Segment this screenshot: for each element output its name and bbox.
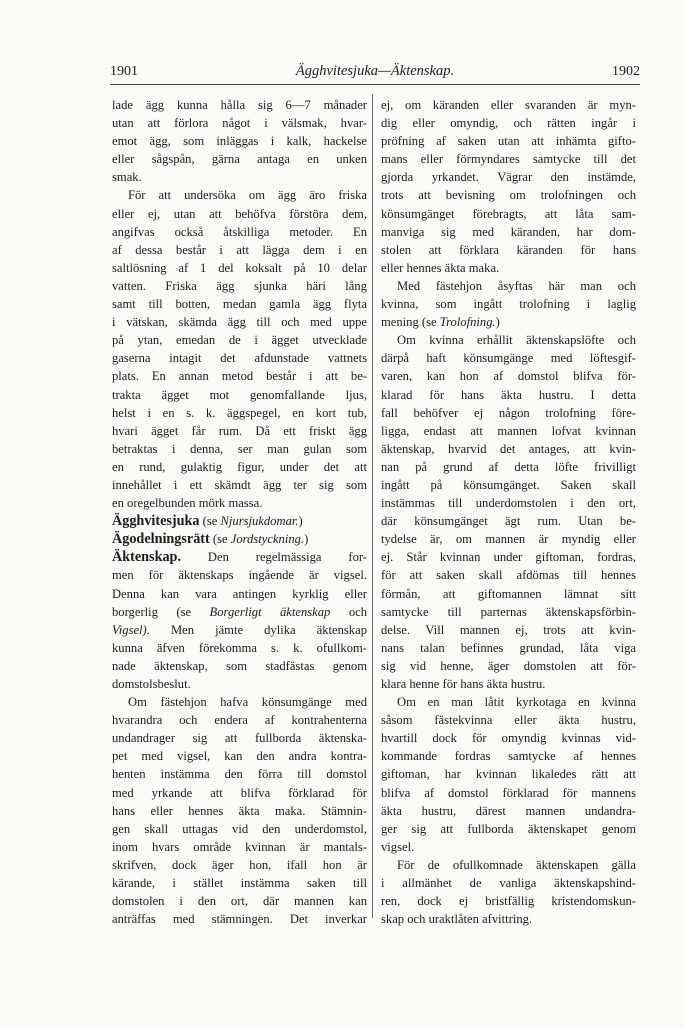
- text-line: [381, 621, 636, 639]
- text-run: Denna kan vara antingen kyrklig eller: [112, 586, 367, 601]
- text-run: ligga, endast att mannen lofvat kvinnan: [381, 423, 636, 438]
- text-run: Om en man låtit kyrkotaga en kvinna: [397, 695, 636, 710]
- text-run: samt till botten, medan gamla ägg flyta: [112, 297, 367, 312]
- text-run: Men jämte dylika äktenskap: [149, 622, 367, 637]
- text-line: [381, 711, 636, 729]
- text-line: [381, 603, 636, 621]
- text-line: [112, 494, 367, 512]
- text-run: varen, kan hon af domstol blifva för-: [381, 369, 636, 384]
- text-line: [112, 476, 367, 494]
- text-run: samtycke till parternas äktenskapsförbin-: [381, 604, 636, 619]
- text-line: [112, 205, 367, 223]
- text-line: [381, 223, 636, 241]
- text-run: emot ägg, som inläggas i kalk, hackelse: [112, 134, 367, 149]
- text-line: [112, 838, 367, 856]
- text-run: mening (se: [381, 315, 440, 330]
- text-line: [112, 729, 367, 747]
- text-run: ren, dock ej bristfällig kristendomskun-: [381, 894, 636, 909]
- text-line: [381, 838, 636, 856]
- headword: Ägghvitesjuka: [112, 513, 200, 530]
- text-run: skrifven, dock äger hon, ifall hon är: [112, 857, 367, 872]
- text-line: [112, 349, 367, 367]
- right-column: [381, 96, 636, 928]
- text-run: hvarandra och endera af kontrahenterna: [112, 713, 367, 728]
- text-run: fall behöfver ej någon trolofning före-: [381, 405, 636, 420]
- text-line: [112, 874, 367, 892]
- text-run: dig eller omyndig, och rätten ingår i: [381, 116, 636, 131]
- text-line: [112, 440, 367, 458]
- text-line: [381, 494, 636, 512]
- text-run: ingått på könsumgänget. Saken skall: [381, 477, 636, 492]
- text-line: [381, 259, 636, 277]
- text-run: instämmas till underdomstolen i den ort,: [381, 496, 636, 511]
- text-run: hvartill dock för omyndig kvinnas vid-: [381, 731, 636, 746]
- text-line: [112, 150, 367, 168]
- text-run: domstolsbeslut.: [112, 677, 191, 691]
- text-run: eller sågspån, gärna antaga en unken: [112, 152, 367, 167]
- cross-reference: Vigsel).: [112, 622, 150, 637]
- text-run: eller ej, utan att behöfva förstöra dem,: [112, 206, 367, 221]
- text-line: [112, 259, 367, 277]
- text-line: [381, 277, 636, 295]
- text-run: manviga sig med käranden, har dom-: [381, 224, 636, 239]
- text-run: i allmänhet de vanliga äktenskapshind-: [381, 876, 636, 891]
- text-run: trakta ägget mot genomfallande ljus,: [112, 387, 367, 402]
- text-run: ): [495, 315, 500, 330]
- text-run: äktenskap, hvarvid det antages, att kvin-: [381, 441, 636, 456]
- cross-reference: Njursjukdomar.: [220, 514, 299, 529]
- text-line: [112, 675, 367, 693]
- text-line: [112, 512, 367, 530]
- text-line: [112, 114, 367, 132]
- text-run: af dessa består i att lägga dem i en: [112, 242, 367, 257]
- text-run: nan på grund af detta löfte frivilligt: [381, 459, 636, 474]
- text-line: [381, 114, 636, 132]
- text-run: där könsumgänget ägt rum. Utan be-: [381, 514, 636, 529]
- text-line: [381, 186, 636, 204]
- text-line: [381, 205, 636, 223]
- text-run: sig vid henne, äger domstolen att för-: [381, 658, 636, 673]
- text-line: [112, 765, 367, 783]
- headword: Ägodelningsrätt: [112, 531, 210, 548]
- text-line: [112, 168, 367, 186]
- text-run: För att undersöka om ägg äro friska: [128, 188, 367, 203]
- text-line: [112, 132, 367, 150]
- text-run: (se: [209, 532, 231, 547]
- text-run: delse. Vill mannen ej, trots att kvin-: [381, 622, 636, 637]
- page-number-right: 1902: [612, 64, 640, 79]
- text-line: [381, 657, 636, 675]
- text-line: [112, 422, 367, 440]
- text-line: [112, 621, 367, 639]
- text-line: [112, 585, 367, 603]
- text-run: könsumgänget förebragts, att låta sam-: [381, 206, 636, 221]
- text-line: [381, 422, 636, 440]
- text-line: [112, 96, 367, 114]
- text-line: [381, 132, 636, 150]
- text-run: därpå haft könsumgänge med löftesgif-: [381, 351, 636, 366]
- text-run: nade äktenskap, som stadfästas genom: [112, 658, 367, 673]
- text-line: [381, 458, 636, 476]
- column-divider: [372, 94, 373, 918]
- text-run: Den regelmässiga for-: [181, 550, 367, 565]
- text-line: [381, 892, 636, 910]
- text-line: [381, 168, 636, 186]
- text-run: ger sig att fullborda äktenskapet genom: [381, 821, 636, 836]
- text-run: gen skall uttagas vid den underdomstol,: [112, 821, 367, 836]
- text-line: [381, 765, 636, 783]
- text-line: [112, 747, 367, 765]
- text-run: men för äktenskaps ingående är vigsel.: [112, 568, 367, 583]
- text-line: [112, 820, 367, 838]
- text-line: [381, 349, 636, 367]
- text-run: kvinna, som ingått trolofning i laglig: [381, 297, 636, 312]
- text-run: undandrager sig att fullborda äktenska-: [112, 731, 367, 746]
- text-run: i vätskan, skämda ägg till och med uppe: [112, 315, 367, 330]
- text-line: [112, 404, 367, 422]
- text-run: vigsel.: [381, 839, 415, 854]
- text-run: hvari ägget får rum. Då ett friskt ägg: [112, 423, 367, 438]
- text-line: [112, 784, 367, 802]
- text-line: [381, 729, 636, 747]
- text-run: hans eller hennes äkta maka. Stämnin-: [112, 803, 367, 818]
- text-run: vatten. Friska ägg sjunka häri lång: [112, 278, 367, 293]
- text-line: [381, 784, 636, 802]
- text-line: [381, 856, 636, 874]
- text-line: [112, 802, 367, 820]
- text-run: kunna äfven förekomma s. k. ofullkom-: [112, 640, 367, 655]
- text-run: på ytan, emedan de i ägget utvecklade: [112, 333, 367, 348]
- text-run: pet med vigsel, kan den andra kontra-: [112, 749, 367, 764]
- text-line: [381, 548, 636, 566]
- text-run: gaserna intagit det afdunstade vattnets: [112, 351, 367, 366]
- text-run: nans talan befinnes grundad, låta viga: [381, 640, 636, 655]
- text-line: [381, 386, 636, 404]
- text-line: [381, 802, 636, 820]
- text-run: gjorda yrkandet. Vägrar den instämde,: [381, 170, 636, 185]
- text-line: [112, 386, 367, 404]
- text-line: [381, 241, 636, 259]
- text-line: [381, 512, 636, 530]
- text-run: Om fästehjon hafva könsumgänge med: [128, 695, 367, 710]
- text-run: en oregelbunden mörk massa.: [112, 496, 263, 511]
- text-line: [381, 295, 636, 313]
- text-line: [112, 856, 367, 874]
- text-line: [112, 295, 367, 313]
- text-run: eller hennes äkta maka.: [381, 260, 500, 275]
- text-line: [381, 96, 636, 114]
- cross-reference: Borgerligt äktenskap: [209, 604, 331, 619]
- text-line: [381, 639, 636, 657]
- text-run: utan att förlora något i välsmak, hvar-: [112, 116, 367, 131]
- text-line: [381, 313, 636, 331]
- text-line: [112, 910, 367, 928]
- text-line: [381, 675, 636, 693]
- text-run: trots att bevisning om trolofningen och: [381, 188, 636, 203]
- text-line: [112, 367, 367, 385]
- text-line: [381, 693, 636, 711]
- text-line: [112, 458, 367, 476]
- text-run: plats. En annan metod består i att be-: [112, 369, 367, 384]
- text-run: skap och uraktlåten afvittring.: [381, 912, 533, 927]
- text-run: klarad för hans äkta hustru. I detta: [381, 387, 636, 402]
- running-title: Ägghvitesjuka—Äktenskap.: [295, 63, 455, 79]
- text-run: anträffas med stämningen. Det inverkar: [112, 912, 367, 927]
- text-run: betraktas i denna, ser man gulan som: [112, 441, 367, 456]
- text-run: angifvas också åtskilliga metoder. En: [112, 224, 367, 239]
- text-run: ej, om käranden eller svaranden är myn-: [381, 98, 636, 112]
- text-run: helst i en s. k. äggspegel, en kort tub,: [112, 405, 367, 420]
- text-line: [381, 874, 636, 892]
- text-line: [112, 313, 367, 331]
- text-line: [112, 548, 367, 566]
- text-line: [381, 404, 636, 422]
- page-number-left: 1901: [110, 64, 138, 79]
- text-run: mans eller förmyndares samtycke till det: [381, 152, 636, 167]
- text-run: (se: [199, 514, 221, 529]
- text-run: Med fästehjon åsyftas här man och: [397, 278, 636, 293]
- text-line: [381, 910, 636, 928]
- cross-reference: Jordstyckning.: [230, 532, 305, 547]
- text-line: [112, 277, 367, 295]
- left-column: [112, 96, 367, 928]
- text-line: [381, 530, 636, 548]
- text-line: [112, 639, 367, 657]
- text-run: klara henne för hans äkta hustru.: [381, 677, 546, 691]
- text-run: smak.: [112, 170, 142, 185]
- text-line: [381, 476, 636, 494]
- cross-reference: Trolofning.: [439, 315, 496, 330]
- text-line: [112, 241, 367, 259]
- text-run: kärande, i stället instämma saken till: [112, 876, 367, 891]
- text-run: pröfning af saken utan att inhämta gifto-: [381, 134, 636, 149]
- text-line: [381, 566, 636, 584]
- text-line: [112, 530, 367, 548]
- text-run: borgerlig (se: [112, 604, 210, 619]
- text-run: ): [304, 532, 309, 547]
- page-header: [110, 60, 640, 84]
- text-run: saltlösning af 1 del koksalt på 10 delar: [112, 260, 367, 275]
- text-run: inom hvars område kvinnan är mantals-: [112, 839, 367, 854]
- text-run: tydelse är, om mannen är myndig eller: [381, 532, 636, 547]
- text-line: [381, 585, 636, 603]
- text-line: [112, 603, 367, 621]
- text-line: [112, 892, 367, 910]
- text-run: såsom fästekvinna eller äkta hustru,: [381, 713, 636, 728]
- text-line: [112, 186, 367, 204]
- text-run: stolen att förklara käranden för hans: [381, 242, 636, 257]
- text-line: [112, 566, 367, 584]
- text-line: [112, 331, 367, 349]
- text-line: [381, 820, 636, 838]
- text-run: lade ägg kunna hålla sig 6—7 månader: [112, 98, 367, 112]
- text-line: [112, 693, 367, 711]
- text-line: [112, 657, 367, 675]
- text-run: För de ofullkomnade äktenskapen gälla: [397, 857, 636, 872]
- header-rule: [110, 84, 640, 85]
- text-line: [381, 747, 636, 765]
- text-run: för att saken skall afdömas till hennes: [381, 568, 636, 583]
- headword: Äktenskap.: [112, 549, 181, 566]
- text-run: med yrkande att blifva förklarad för: [112, 785, 367, 800]
- text-run: Om kvinna erhållit äktenskapslöfte och: [397, 333, 636, 348]
- text-line: [381, 440, 636, 458]
- text-run: kommande fordras samtycke af hennes: [381, 749, 636, 764]
- text-run: äkta hustru, därest mannen undandra-: [381, 803, 636, 818]
- text-run: giftoman, har kvinnan likaledes rätt att: [381, 767, 636, 782]
- text-run: innehållet i ett skämdt ägg ter sig som: [112, 477, 367, 492]
- text-run: domstolen i den ort, där mannen kan: [112, 894, 367, 909]
- text-run: henten instämma den förra till domstol: [112, 767, 367, 782]
- text-run: ): [298, 514, 303, 529]
- text-run: och: [330, 604, 367, 619]
- text-line: [381, 367, 636, 385]
- text-line: [112, 223, 367, 241]
- text-run: ej. Står kvinnan under giftoman, fordras,: [381, 550, 636, 565]
- text-line: [381, 331, 636, 349]
- text-line: [381, 150, 636, 168]
- text-run: blifva af domstol förklarad för mannens: [381, 785, 636, 800]
- text-line: [112, 711, 367, 729]
- text-run: en rund, gulaktig figur, under det att: [112, 459, 367, 474]
- text-run: förmån, att giftomannen lämnat sitt: [381, 586, 636, 601]
